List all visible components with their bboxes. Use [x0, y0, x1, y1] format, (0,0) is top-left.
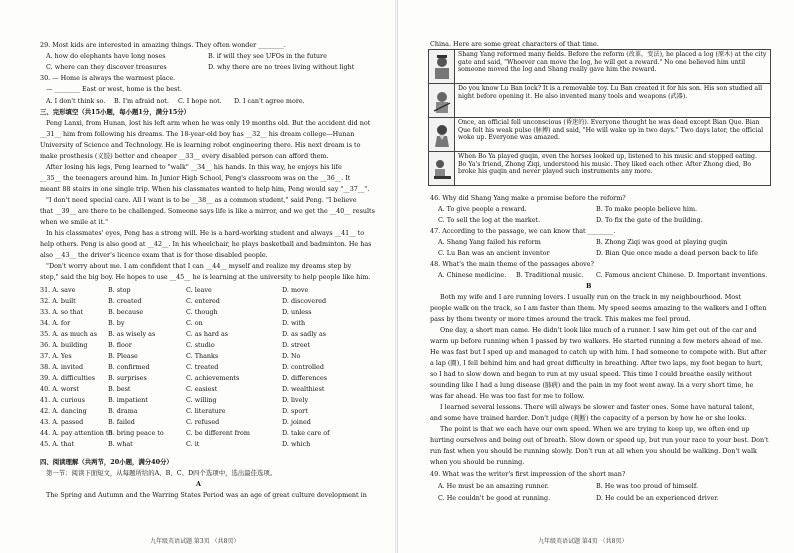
passage-b-line: He was fast but I sped up and managed to catch up with him. I had someone to compete with. But after: [430, 348, 767, 356]
passage-b-line: people walk on the track, so I am faster than them. My speed seems amazing to the walkers and I often: [430, 304, 767, 312]
q47-option-c: C. Lu Ban was an ancient inventor: [438, 249, 550, 257]
choice-option: B. what: [108, 440, 133, 448]
choice-option: D. wealthiest: [282, 385, 325, 393]
q30-option-d: D. I can't agree more.: [234, 97, 305, 105]
cloze-line: step," said the big boy. He hopes to use __45__ he is learning at the university to help people like him.: [40, 273, 371, 281]
choice-option: 40. A. worst: [40, 385, 80, 393]
passage-b-line: hurting ourselves and being out of breath. Slow down or speed up, but run your race to your best. Don't: [430, 436, 769, 444]
cloze-line: "I don't need special care. All I want is to be __38__ as a common student," said Peng. "I believe: [46, 196, 357, 204]
passage-b-line: Both my wife and I are running lovers. I usually run on the track in my neighbourhood. Most: [440, 293, 741, 301]
choice-option: C. be different from: [186, 429, 250, 437]
shang-yang-portrait-icon: [429, 50, 455, 83]
passage-b-line: and some have trained harder. Don't judge (判断) the capacity of a person by how he or she looks.: [430, 414, 747, 422]
passage-b-label: B: [586, 282, 592, 290]
choice-option: C. refused: [186, 418, 220, 426]
bian-que-portrait-icon: [429, 118, 455, 151]
row-text: Shang Yang reformed many fields. Before the reform (改革，变法), he placed a log (原木) at the city gate and said, "Whoever can move the log, he will get a reward." No one believed him until someone moved the log and Shang really gave him the reward.: [458, 51, 767, 74]
choice-option: C. Thanks: [186, 352, 219, 360]
choice-option: B. stop: [108, 286, 131, 294]
choice-option: D. which: [282, 440, 311, 448]
character-row: [429, 50, 770, 84]
q48-option-b: B. Traditional music.: [516, 271, 584, 279]
q47-stem: 47. According to the passage, we can know that ________.: [430, 227, 616, 235]
choice-option: C. achievements: [186, 374, 240, 382]
choice-option: 38. A. invited: [40, 363, 84, 371]
choice-option: B. drama: [108, 407, 138, 415]
passage-b-line: so I had to slow down and began to run at my usual speed. This time I could breathe easily without: [430, 370, 752, 378]
section-4-title: 四、阅读理解（共两节，20小题，满分40分）: [40, 458, 173, 466]
row-text: When Bo Ya played guqin, even the horses looked up, listened to his music and stopped eating. Bo Ya's friend, Zhong Ziqi, understood his music. They liked each other. After Zhong died, Bo broke his guqin and never played such instruments any more.: [458, 153, 757, 176]
choice-option: C. it: [186, 440, 200, 448]
q47-option-a: A. Shang Yang failed his reform: [438, 238, 541, 246]
section-4-part-1: 第一节：阅读下面短文，从每题所给的A、B、C、D四个选项中，选出最佳选项。: [46, 469, 277, 477]
cloze-line: make prosthesis (义肢) better and cheaper __33__ every disabled person can afford them.: [40, 152, 329, 160]
choice-option: B. because: [108, 308, 144, 316]
q30-option-b: B. I'm afraid not.: [114, 97, 169, 105]
characters-table: [428, 49, 771, 186]
choice-option: D. No: [282, 352, 301, 360]
q30-option-c: C. I hope not.: [178, 97, 222, 105]
choice-option: D. as sadly as: [282, 330, 327, 338]
q46-stem: 46. Why did Shang Yang make a promise before the reform?: [430, 194, 626, 202]
passage-b-line: pass by them twenty or more times around the track. This makes me feel proud.: [430, 315, 691, 323]
passage-b-line: sounding like I had a lung disease (肺病) and the pain in my foot went away. In a very short time, he: [430, 381, 754, 389]
choice-option: B. floor: [108, 341, 132, 349]
q49-option-c: C. He couldn't be good at running.: [438, 494, 551, 502]
passage-b-line: was far ahead. He was too fast for me to follow.: [430, 392, 585, 400]
choice-option: B. by: [108, 319, 125, 327]
choice-option: D. lively: [282, 396, 309, 404]
q49-stem: 49. What was the writer's first impression of the short man?: [430, 470, 626, 478]
q49-option-a: A. He must be an amazing runner.: [438, 482, 549, 490]
choice-option: C. though: [186, 308, 218, 316]
cloze-line: "Don't worry about me. I am confident that I can __44__ myself and realize my dreams step by: [46, 262, 352, 270]
choice-option: D. joined: [282, 418, 311, 426]
choice-option: D. unless: [282, 308, 312, 316]
section-3-title: 三、完形填空（共15小题，每小题1分，满分15分）: [40, 108, 191, 116]
choice-option: C. treated: [186, 363, 219, 371]
choice-option: D. with: [282, 319, 306, 327]
q48-option-c: C. Famous ancient Chinese.: [596, 271, 686, 279]
q48-option-d: D. Important inventions.: [688, 271, 768, 279]
cloze-line: __31__ him from following his dreams. The 18-year-old boy has __32__ his dream college—Hunan: [40, 130, 355, 138]
q48-stem: 48. What's the main theme of the passages above?: [430, 260, 594, 268]
choice-option: D. sport: [282, 407, 308, 415]
choice-option: 42. A. dancing: [40, 407, 87, 415]
cloze-line: that __39__ are there to be challenged. Someone says life is like a mirror, and we get the __40__ results: [40, 207, 375, 215]
choice-option: 37. A. Yes: [40, 352, 72, 360]
q30-reply: — ________ East or west, home is the best.: [46, 85, 182, 93]
cloze-line: In his classmates' eyes, Peng has a strong will. He is a hard-working student and always __41__ to: [46, 229, 365, 237]
page-4-footer: 九年级英语试题 第4页 （共8页）: [538, 538, 628, 545]
q29-stem: 29. Most kids are interested in amazing things. They often wonder ________.: [40, 41, 286, 49]
cloze-line: also __43__ the driver's licence exam that is for those disabled people.: [40, 251, 268, 259]
choice-option: C. as hard as: [186, 330, 229, 338]
choice-option: D. controlled: [282, 363, 324, 371]
passage-b-line: I learned several lessons. There will always be slower and faster ones. Some have natural talent,: [440, 403, 755, 411]
choice-option: B. best: [108, 385, 131, 393]
passage-a-label: A: [196, 480, 201, 488]
q46-option-c: C. To sell the log at the market.: [438, 216, 541, 224]
choice-option: C. easiest: [186, 385, 218, 393]
q29-option-d: D. why there are no trees living without light: [208, 63, 355, 71]
q46-option-b: B. To make people believe him.: [596, 205, 698, 213]
page-3-footer: 九年级英语试题 第3页 （共8页）: [150, 538, 240, 545]
q48-option-a: A. Chinese medicine.: [438, 271, 507, 279]
choice-option: C. studio: [186, 341, 215, 349]
q47-option-b: B. Zhong Ziqi was good at playing guqin: [596, 238, 728, 246]
choice-option: B. created: [108, 297, 142, 305]
passage-a-intro: China. Here are some great characters of that time.: [430, 40, 599, 48]
choice-option: 33. A. so that: [40, 308, 84, 316]
cloze-line: Peng Lanxi, from Hunan, lost his left arm when he was only 19 months old. But the accident did not: [46, 119, 371, 127]
choice-option: 44. A. pay attention to: [40, 429, 113, 437]
choice-option: D. street: [282, 341, 310, 349]
choice-option: 36. A. building: [40, 341, 88, 349]
q30-stem: 30. — Home is always the warmest place.: [40, 74, 176, 82]
choice-option: 45. A. that: [40, 440, 74, 448]
cloze-line: when we smile at it.": [40, 218, 109, 226]
passage-b-line: The point is that we each have our own speed. When we are trying to keep up, we often end up: [440, 425, 750, 433]
choice-option: C. literature: [186, 407, 226, 415]
choice-option: D. differences: [282, 374, 328, 382]
choice-option: 41. A. curious: [40, 396, 85, 404]
choice-option: 35. A. as much as: [40, 330, 97, 338]
character-row: [429, 152, 770, 185]
choice-option: B. Please: [108, 352, 138, 360]
row-text: Once, an official fell unconscious (昏迷的). Everyone thought he was dead except Bian Que. Bian Que felt his weak pulse (脉搏) and said, "He will wake up in two days." Two days later, the official woke up. Everyone was amazed.: [458, 119, 764, 142]
choice-option: C. leave: [186, 286, 212, 294]
choice-option: B. as wisely as: [108, 330, 156, 338]
choice-option: 43. A. passed: [40, 418, 84, 426]
q46-option-d: D. To fix the gate of the building.: [596, 216, 703, 224]
right-page: [397, 0, 794, 553]
passage-b-line: One day, a short man came. He didn't look like much of a runner. I saw him get out of the car and: [440, 326, 757, 334]
row-text: Do you know Lu Ban lock? It is a removable toy. Lu Ban created it for his son. His son studied all night before opening it. He also invented many tools and weapons (武器).: [458, 85, 763, 100]
cloze-line: __35__ the teenagers around him. In Junior High School, Peng's classroom was on the __36__. It: [40, 174, 351, 182]
choice-option: D. move: [282, 286, 309, 294]
passage-a-line-1: The Spring and Autumn and the Warring States Period was an age of great culture development in: [46, 491, 367, 499]
bo-ya-portrait-icon: [429, 152, 455, 185]
choice-option: B. impatient: [108, 396, 148, 404]
q29-option-b: B. if will they see UFOs in the future: [208, 52, 327, 60]
choice-option: 34. A. for: [40, 319, 71, 327]
cloze-line: help others. Peng is also good at __42__. In his wheelchair, he plays basketball and badminton. He has: [40, 240, 372, 248]
character-row: [429, 118, 770, 152]
choice-option: B. surprises: [108, 374, 147, 382]
cloze-line: University of Science and Technology. He is learning robot engineering there. His next dream is to: [40, 141, 361, 149]
choice-option: D. discovered: [282, 297, 327, 305]
q49-option-d: D. He could be an experienced driver.: [596, 494, 719, 502]
q29-option-c: C. where can they discover treasures: [46, 63, 167, 71]
choice-option: 31. A. save: [40, 286, 76, 294]
q47-option-d: D. Bian Que once made a dead person back to life: [596, 249, 758, 257]
choice-option: 32. A. built: [40, 297, 76, 305]
character-row: [429, 84, 770, 118]
passage-b-line: a lap (圈), I fell behind him and had great difficulty in breathing. After two laps, my foot began to hurt,: [430, 359, 763, 367]
choice-option: C. entered: [186, 297, 220, 305]
q29-option-a: A. how do elephants have long noses: [46, 52, 166, 60]
passage-b-line: run fast when you should be running slowly. Don't run at all when you should be walking. Don't walk: [430, 447, 757, 455]
choice-option: B. bring peace to: [108, 429, 164, 437]
cloze-line: meant 88 stairs in one single trip. When his classmates wanted to help him, Peng would say "__37__".: [40, 185, 370, 193]
q49-option-b: B. He was too proud of himself.: [596, 482, 699, 490]
choice-option: B. failed: [108, 418, 135, 426]
passage-b-line: when you should be running.: [430, 458, 525, 466]
choice-option: B. confirmed: [108, 363, 150, 371]
lu-ban-portrait-icon: [429, 84, 455, 117]
passage-b-line: warm up before running when I passed by two walkers. He started running a few meters ahead of me.: [430, 337, 763, 345]
q46-option-a: A. To give people a reward.: [438, 205, 527, 213]
choice-option: C. on: [186, 319, 203, 327]
q30-option-a: A. I don't think so.: [46, 97, 106, 105]
choice-option: D. take care of: [282, 429, 330, 437]
cloze-line: After losing his legs, Peng learned to "walk" __34__ his hands. In this way, he enjoys his life: [46, 163, 342, 171]
choice-option: 39. A. difficulties: [40, 374, 96, 382]
choice-option: C. willing: [186, 396, 217, 404]
